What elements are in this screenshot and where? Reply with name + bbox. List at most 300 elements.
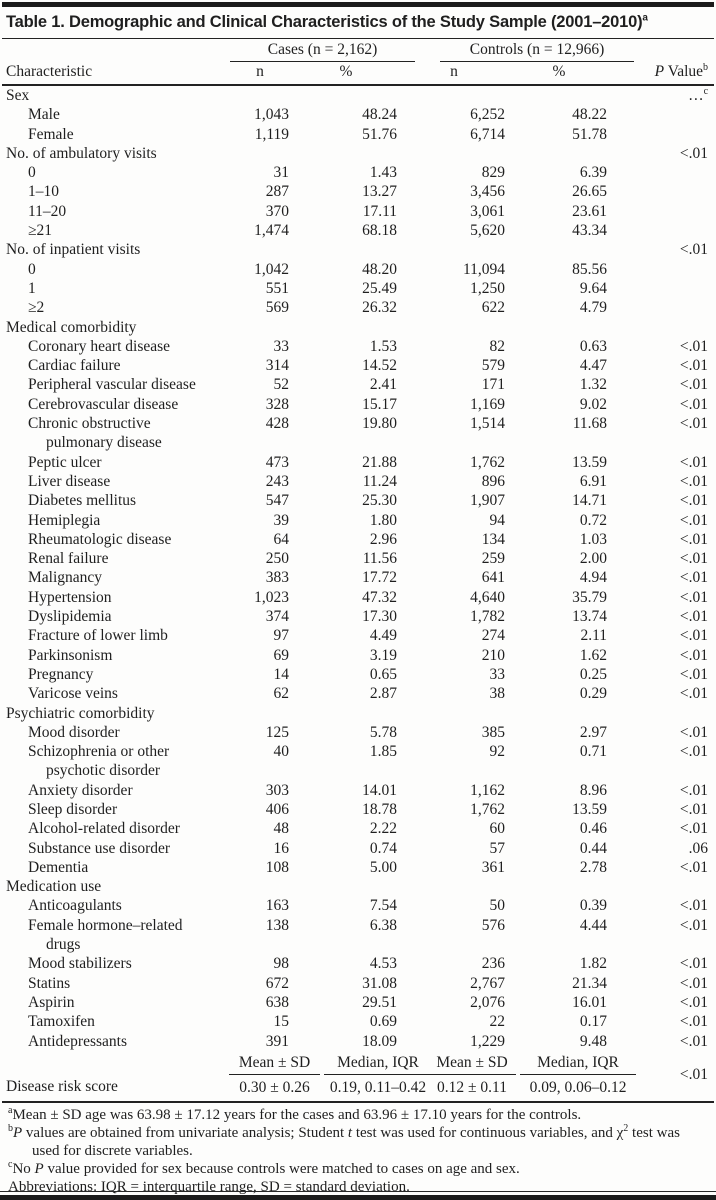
controls-pct-cell: 13.74 bbox=[572, 608, 608, 626]
controls-pct-cell: 0.46 bbox=[579, 820, 608, 838]
row-label: Schizophrenia or other psychotic disorder bbox=[28, 743, 170, 780]
row-label: Medication use bbox=[6, 878, 102, 896]
p-value-cell: …$^c$ bbox=[688, 85, 709, 104]
row-label: Hypertension bbox=[28, 588, 112, 606]
row-label: Sleep disorder bbox=[28, 800, 118, 818]
cases-n-cell: 69 bbox=[273, 646, 289, 664]
controls-n-cell: 3,456 bbox=[470, 183, 506, 201]
p-value-cell: <.01 bbox=[679, 955, 709, 973]
table-row bbox=[2, 491, 714, 510]
controls-pct-cell bbox=[508, 240, 610, 259]
table-row bbox=[2, 665, 714, 684]
row-label: Malignancy bbox=[28, 569, 103, 587]
cases-pct-cell bbox=[292, 318, 400, 337]
cases-pct-cell: 1.85 bbox=[369, 743, 398, 761]
controls-pct-cell: 2.00 bbox=[579, 550, 608, 568]
p-value-header bbox=[610, 62, 714, 85]
cases-n-cell bbox=[228, 704, 292, 723]
cases-n-cell: 62 bbox=[273, 685, 289, 703]
cases-n-cell: 287 bbox=[265, 183, 289, 201]
cases-pct-cell: 48.24 bbox=[362, 106, 398, 124]
p-value-cell: <.01 bbox=[679, 627, 709, 645]
controls-pct-cell bbox=[508, 704, 610, 723]
p-value-cell: <.01 bbox=[679, 820, 709, 838]
controls-group-label: Controls (n = 12,966) bbox=[440, 39, 634, 62]
controls-n-cell: 134 bbox=[481, 530, 506, 548]
table-body bbox=[2, 85, 714, 1051]
controls-pct-cell: 0.63 bbox=[579, 337, 608, 355]
p-value-cell bbox=[610, 877, 714, 896]
table-row bbox=[2, 781, 714, 800]
row-label: Chronic obstructive pulmonary disease bbox=[28, 415, 162, 452]
controls-n-cell: 22 bbox=[489, 1013, 506, 1031]
row-label: Parkinsonism bbox=[28, 646, 113, 664]
controls-n-cell: 3,061 bbox=[470, 202, 506, 220]
controls-pct-cell: 0.71 bbox=[579, 743, 608, 761]
cases-pct-cell: 18.09 bbox=[362, 1032, 398, 1050]
controls-n-header: n bbox=[400, 62, 508, 85]
cases-pct-cell: 48.20 bbox=[362, 260, 398, 278]
controls-pct-cell: 6.39 bbox=[579, 164, 608, 182]
controls-n-cell: 579 bbox=[481, 357, 506, 375]
controls-pct-cell: 1.82 bbox=[579, 955, 608, 973]
cases-n-cell: 406 bbox=[265, 800, 289, 818]
cases-pct-cell bbox=[292, 877, 400, 896]
cases-pct-cell: 3.19 bbox=[369, 646, 398, 664]
p-value-cell: <.01 bbox=[679, 241, 709, 259]
cases-pct-cell: 19.80 bbox=[362, 415, 398, 433]
cases-n-cell: 428 bbox=[265, 415, 289, 433]
p-value-cell: <.01 bbox=[679, 395, 709, 413]
controls-n-cell bbox=[400, 877, 508, 896]
table-row bbox=[2, 202, 714, 221]
cases-pct-cell: 4.53 bbox=[369, 955, 398, 973]
p-value-cell: <.01 bbox=[679, 376, 709, 394]
cases-n-cell: 1,119 bbox=[254, 125, 289, 143]
cases-pct-cell: 51.76 bbox=[362, 125, 398, 143]
cases-n-cell: 370 bbox=[265, 202, 289, 220]
controls-n-cell: 829 bbox=[481, 164, 506, 182]
row-label: Tamoxifen bbox=[28, 1013, 95, 1031]
table-title-superscript: a bbox=[642, 12, 648, 24]
row-label: Diabetes mellitus bbox=[28, 492, 137, 510]
controls-n-cell: 1,162 bbox=[470, 781, 506, 799]
controls-n-cell: 4,640 bbox=[470, 588, 506, 606]
cases-pct-header: % bbox=[292, 62, 400, 85]
p-value-header-superscript: b bbox=[703, 61, 709, 73]
table-row bbox=[2, 511, 714, 530]
controls-n-cell: 896 bbox=[481, 472, 506, 490]
controls-n-cell: 1,250 bbox=[470, 279, 506, 297]
controls-pct-cell: 43.34 bbox=[572, 222, 608, 240]
p-value-cell: <.01 bbox=[679, 1032, 709, 1050]
p-value-cell: <.01 bbox=[679, 415, 709, 433]
cases-pct-cell: 0.69 bbox=[369, 1013, 398, 1031]
row-label: Dementia bbox=[28, 858, 89, 876]
row-label: Anxiety disorder bbox=[28, 781, 133, 799]
controls-pct-cell: 4.79 bbox=[579, 299, 608, 317]
table-row bbox=[2, 742, 714, 781]
controls-n-cell: 1,514 bbox=[470, 415, 506, 433]
row-label: Rheumatologic disease bbox=[28, 530, 172, 548]
controls-group-header bbox=[400, 39, 610, 62]
table-title bbox=[2, 7, 714, 39]
cases-pct-cell: 47.32 bbox=[362, 588, 398, 606]
row-label: 1 bbox=[28, 279, 36, 297]
cases-n-cell: 374 bbox=[265, 608, 289, 626]
summary-subheader: Median, IQR bbox=[324, 1052, 432, 1075]
controls-n-cell: 1,762 bbox=[470, 453, 506, 471]
row-label: Female hormone–related drugs bbox=[28, 916, 183, 954]
row-label: Male bbox=[28, 106, 60, 124]
table-row bbox=[2, 1012, 714, 1031]
row-label: Fracture of lower limb bbox=[28, 627, 168, 645]
row-label: Substance use disorder bbox=[28, 839, 171, 857]
spacer-cell bbox=[2, 39, 228, 62]
p-value-cell bbox=[610, 202, 714, 221]
table-row bbox=[2, 723, 714, 742]
footnote: $^a$Mean ± SD age was 63.98 ± 17.12 years for the cases and 63.96 ± 17.10 years for the controls. bbox=[8, 1104, 582, 1123]
controls-pct-cell: 0.29 bbox=[579, 685, 608, 703]
summary-controls-mean-column bbox=[426, 1052, 518, 1099]
cases-n-cell: 1,042 bbox=[254, 260, 289, 278]
controls-n-cell: 94 bbox=[489, 511, 506, 529]
cases-pct-cell: 15.17 bbox=[362, 395, 398, 413]
cases-pct-cell: 11.24 bbox=[362, 472, 398, 490]
controls-pct-cell: 8.96 bbox=[579, 781, 608, 799]
controls-n-cell: 210 bbox=[481, 646, 506, 664]
cases-n-cell: 243 bbox=[265, 472, 289, 490]
cases-pct-cell: 2.41 bbox=[369, 376, 398, 394]
controls-n-cell bbox=[400, 85, 508, 105]
controls-pct-cell bbox=[508, 144, 610, 163]
p-value-cell: <.01 bbox=[679, 357, 709, 375]
footnote: Abbreviations: IQR = interquartile range, SD = standard deviation. bbox=[8, 1178, 410, 1195]
controls-n-cell: 171 bbox=[481, 376, 506, 394]
controls-pct-cell: 21.34 bbox=[572, 974, 608, 992]
p-value-cell bbox=[610, 298, 714, 317]
table-row bbox=[2, 858, 714, 877]
controls-pct-cell: 13.59 bbox=[572, 453, 608, 471]
row-label: Renal failure bbox=[28, 550, 109, 568]
table-row bbox=[2, 626, 714, 645]
p-value-cell bbox=[610, 125, 714, 144]
p-value-cell: <.01 bbox=[679, 916, 709, 934]
controls-n-cell: 6,714 bbox=[470, 125, 506, 143]
controls-n-cell: 641 bbox=[481, 569, 506, 587]
column-header-row bbox=[2, 62, 714, 85]
table-row bbox=[2, 163, 714, 182]
p-value-cell bbox=[610, 105, 714, 124]
cases-pct-cell: 0.74 bbox=[369, 839, 398, 857]
cases-group-label: Cases (n = 2,162) bbox=[230, 39, 415, 62]
cases-pct-cell: 11.56 bbox=[362, 550, 398, 568]
controls-pct-cell: 9.48 bbox=[579, 1032, 608, 1050]
controls-pct-cell bbox=[508, 877, 610, 896]
cases-n-cell: 31 bbox=[273, 164, 289, 182]
controls-n-cell: 236 bbox=[481, 955, 506, 973]
cases-n-cell: 1,023 bbox=[254, 588, 289, 606]
p-value-cell: <.01 bbox=[679, 974, 709, 992]
p-value-cell: <.01 bbox=[679, 144, 709, 162]
table-row bbox=[2, 337, 714, 356]
cases-n-cell: 638 bbox=[265, 993, 289, 1011]
p-value-cell bbox=[610, 279, 714, 298]
table-row bbox=[2, 800, 714, 819]
p-value-cell bbox=[610, 704, 714, 723]
cases-pct-cell: 14.52 bbox=[362, 357, 398, 375]
cases-pct-cell: 17.11 bbox=[362, 202, 398, 220]
controls-n-cell: 1,762 bbox=[470, 800, 506, 818]
controls-pct-cell: 13.59 bbox=[572, 800, 608, 818]
row-label: 11–20 bbox=[28, 202, 67, 220]
p-value-cell: <.01 bbox=[679, 993, 709, 1011]
table-row bbox=[2, 568, 714, 587]
cases-n-cell: 138 bbox=[265, 916, 289, 934]
p-value-cell: <.01 bbox=[679, 550, 709, 568]
cases-pct-cell: 21.88 bbox=[362, 453, 398, 471]
p-value-cell bbox=[610, 260, 714, 279]
table-row bbox=[2, 298, 714, 317]
cases-n-cell: 125 bbox=[265, 723, 289, 741]
bottom-rule bbox=[0, 1195, 716, 1200]
cases-pct-cell: 18.78 bbox=[362, 800, 398, 818]
cases-n-cell: 14 bbox=[273, 665, 289, 683]
controls-pct-cell: 85.56 bbox=[572, 260, 608, 278]
table-row bbox=[2, 395, 714, 414]
table-row bbox=[2, 375, 714, 394]
row-label: Anticoagulants bbox=[28, 897, 122, 915]
row-label: No. of ambulatory visits bbox=[6, 144, 157, 162]
table-row bbox=[2, 974, 714, 993]
row-label: Psychiatric comorbidity bbox=[6, 704, 155, 722]
row-label: Medical comorbidity bbox=[6, 318, 137, 336]
controls-n-cell: 1,169 bbox=[470, 395, 506, 413]
controls-n-cell: 38 bbox=[489, 685, 506, 703]
controls-n-cell: 622 bbox=[481, 299, 506, 317]
table-group-row bbox=[2, 877, 714, 896]
cases-pct-cell: 25.49 bbox=[362, 279, 398, 297]
cases-pct-cell: 2.22 bbox=[369, 820, 398, 838]
summary-p-value: <.01 bbox=[679, 1066, 708, 1084]
table-row bbox=[2, 472, 714, 491]
controls-pct-cell: 2.11 bbox=[580, 627, 608, 645]
row-label: 0 bbox=[28, 164, 36, 182]
cases-pct-cell: 17.72 bbox=[362, 569, 398, 587]
cases-n-cell bbox=[228, 85, 292, 105]
summary-subheader: Median, IQR bbox=[520, 1052, 636, 1075]
row-label: Varicose veins bbox=[28, 685, 118, 703]
controls-n-cell: 5,620 bbox=[470, 222, 506, 240]
table-row bbox=[2, 260, 714, 279]
summary-value: 0.09, 0.06–0.12 bbox=[529, 1078, 627, 1096]
cases-pct-cell: 7.54 bbox=[369, 897, 398, 915]
cases-n-cell: 97 bbox=[273, 627, 289, 645]
controls-n-cell: 92 bbox=[489, 743, 506, 761]
summary-value: 0.30 ± 0.26 bbox=[239, 1078, 310, 1096]
summary-subheader: Mean ± SD bbox=[229, 1052, 320, 1075]
p-value-cell: <.01 bbox=[679, 569, 709, 587]
table-row bbox=[2, 221, 714, 240]
controls-pct-cell: 14.71 bbox=[572, 492, 608, 510]
row-label: Coronary heart disease bbox=[28, 337, 171, 355]
controls-pct-cell: 6.91 bbox=[579, 472, 608, 490]
cases-n-cell: 303 bbox=[265, 781, 289, 799]
row-label: Antidepressants bbox=[28, 1032, 128, 1050]
footnotes bbox=[2, 1103, 714, 1196]
summary-section bbox=[2, 1052, 714, 1099]
summary-value: 0.12 ± 0.11 bbox=[437, 1078, 507, 1096]
footnote: $^b$P values are obtained from univariate analysis; Student t test was used for continuous variables, and $\chi^2$ test was used for discrete variables. bbox=[8, 1122, 680, 1159]
cases-pct-cell: 1.43 bbox=[369, 164, 398, 182]
controls-pct-cell: 48.22 bbox=[572, 106, 608, 124]
cases-n-cell bbox=[228, 144, 292, 163]
cases-pct-cell: 26.32 bbox=[362, 299, 398, 317]
controls-n-cell: 2,076 bbox=[470, 993, 506, 1011]
table-row bbox=[2, 125, 714, 144]
cases-pct-cell: 6.38 bbox=[369, 916, 398, 934]
footnote: $^c$No P value provided for sex because controls were matched to cases on age and sex. bbox=[8, 1158, 520, 1177]
controls-n-cell: 82 bbox=[489, 337, 506, 355]
cases-n-cell: 569 bbox=[265, 299, 289, 317]
controls-n-cell: 576 bbox=[481, 916, 506, 934]
p-value-cell: <.01 bbox=[679, 337, 709, 355]
summary-cases-mean-column bbox=[227, 1052, 322, 1099]
controls-pct-cell: 9.02 bbox=[579, 395, 608, 413]
cases-pct-cell: 4.49 bbox=[369, 627, 398, 645]
table-group-row bbox=[2, 144, 714, 163]
cases-n-cell: 98 bbox=[273, 955, 289, 973]
cases-n-header: n bbox=[228, 62, 292, 85]
p-value-cell: <.01 bbox=[679, 781, 709, 799]
controls-pct-cell: 1.32 bbox=[579, 376, 608, 394]
cases-pct-cell: 1.53 bbox=[369, 337, 398, 355]
controls-n-cell: 361 bbox=[481, 858, 506, 876]
summary-controls-median-column bbox=[518, 1052, 638, 1099]
cases-pct-cell: 5.00 bbox=[369, 858, 398, 876]
cases-n-cell bbox=[228, 877, 292, 896]
cases-n-cell: 15 bbox=[273, 1013, 289, 1031]
controls-pct-cell: 0.17 bbox=[579, 1013, 608, 1031]
controls-pct-cell: 26.65 bbox=[572, 183, 608, 201]
table-group-row bbox=[2, 85, 714, 105]
p-value-cell: <.01 bbox=[679, 608, 709, 626]
cases-pct-cell: 13.27 bbox=[362, 183, 398, 201]
controls-n-cell: 50 bbox=[489, 897, 506, 915]
controls-pct-cell: 35.79 bbox=[572, 588, 608, 606]
table-row bbox=[2, 453, 714, 472]
table-group-row bbox=[2, 704, 714, 723]
controls-pct-cell: 16.01 bbox=[572, 993, 608, 1011]
p-value-cell bbox=[610, 163, 714, 182]
cases-n-cell bbox=[228, 318, 292, 337]
controls-pct-cell: 51.78 bbox=[572, 125, 608, 143]
cases-pct-cell bbox=[292, 144, 400, 163]
p-value-cell: <.01 bbox=[679, 1013, 709, 1031]
row-label: Pregnancy bbox=[28, 665, 94, 683]
cases-n-cell: 383 bbox=[265, 569, 289, 587]
controls-pct-cell: 0.39 bbox=[579, 897, 608, 915]
table-row bbox=[2, 607, 714, 626]
controls-pct-cell: 4.94 bbox=[579, 569, 608, 587]
table-row bbox=[2, 356, 714, 375]
cases-pct-cell: 1.80 bbox=[369, 511, 398, 529]
table-row bbox=[2, 646, 714, 665]
cases-n-cell: 328 bbox=[265, 395, 289, 413]
table-row bbox=[2, 549, 714, 568]
cases-pct-cell: 14.01 bbox=[362, 781, 398, 799]
row-label: Hemiplegia bbox=[28, 511, 101, 529]
cases-pct-cell: 2.96 bbox=[369, 530, 398, 548]
row-label: Sex bbox=[6, 87, 30, 104]
table-group-row bbox=[2, 240, 714, 259]
p-value-header-italic: P bbox=[654, 63, 665, 80]
cases-n-cell: 40 bbox=[273, 743, 289, 761]
controls-pct-cell bbox=[508, 85, 610, 105]
controls-pct-cell: 2.78 bbox=[579, 858, 608, 876]
cases-n-cell: 52 bbox=[273, 376, 289, 394]
row-label: ≥21 bbox=[28, 222, 53, 240]
data-table bbox=[2, 39, 714, 1051]
cases-n-cell: 64 bbox=[273, 530, 289, 548]
controls-n-cell: 57 bbox=[489, 839, 506, 857]
controls-n-cell: 60 bbox=[489, 820, 506, 838]
cases-n-cell: 39 bbox=[273, 511, 289, 529]
cases-n-cell: 551 bbox=[265, 279, 289, 297]
spacer-cell bbox=[610, 39, 714, 62]
table-row bbox=[2, 414, 714, 453]
row-label: Aspirin bbox=[28, 993, 75, 1011]
cases-n-cell: 33 bbox=[273, 337, 289, 355]
cases-pct-cell: 0.65 bbox=[369, 665, 398, 683]
table-row bbox=[2, 896, 714, 915]
cases-pct-cell bbox=[292, 704, 400, 723]
p-value-cell: <.01 bbox=[679, 530, 709, 548]
p-value-cell: .06 bbox=[688, 839, 709, 857]
controls-pct-cell: 1.03 bbox=[579, 530, 608, 548]
summary-cases-median-column bbox=[322, 1052, 434, 1099]
cases-pct-cell bbox=[292, 85, 400, 105]
controls-n-cell bbox=[400, 144, 508, 163]
controls-pct-cell: 4.47 bbox=[579, 357, 608, 375]
controls-pct-cell: 11.68 bbox=[572, 415, 608, 433]
row-label: Cerebrovascular disease bbox=[28, 395, 179, 413]
cases-n-cell: 391 bbox=[265, 1032, 289, 1050]
row-label: Dyslipidemia bbox=[28, 608, 112, 626]
controls-n-cell: 11,094 bbox=[462, 260, 506, 278]
controls-n-cell: 1,229 bbox=[470, 1032, 506, 1050]
table-row bbox=[2, 588, 714, 607]
controls-pct-cell: 0.72 bbox=[579, 511, 608, 529]
controls-pct-cell bbox=[508, 318, 610, 337]
table-group-row bbox=[2, 318, 714, 337]
row-label: Peripheral vascular disease bbox=[28, 376, 196, 394]
controls-n-cell: 1,782 bbox=[470, 608, 506, 626]
controls-pct-cell: 1.62 bbox=[579, 646, 608, 664]
cases-pct-cell: 29.51 bbox=[362, 993, 398, 1011]
p-value-cell: <.01 bbox=[679, 453, 709, 471]
table-row bbox=[2, 916, 714, 955]
cases-pct-cell bbox=[292, 240, 400, 259]
p-value-cell: <.01 bbox=[679, 588, 709, 606]
cases-n-cell: 108 bbox=[265, 858, 289, 876]
controls-n-cell: 2,767 bbox=[470, 974, 506, 992]
cases-pct-cell: 68.18 bbox=[362, 222, 398, 240]
p-value-cell bbox=[610, 318, 714, 337]
p-value-cell: <.01 bbox=[679, 897, 709, 915]
cases-n-cell: 547 bbox=[265, 492, 289, 510]
controls-n-cell: 385 bbox=[481, 723, 506, 741]
